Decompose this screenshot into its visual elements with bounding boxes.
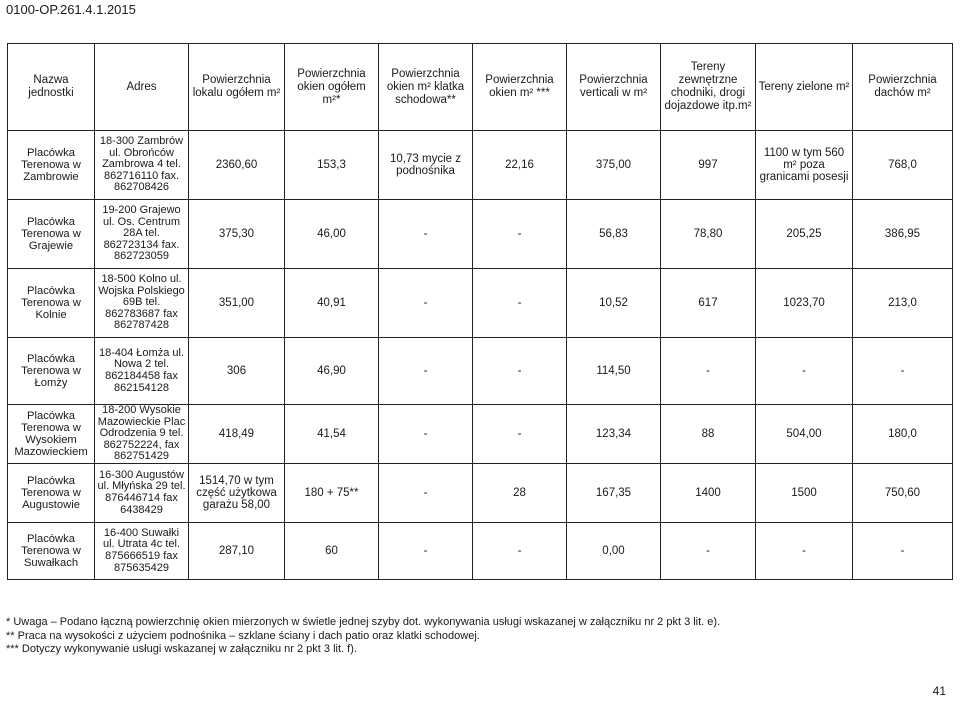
windows-total: 153,3 (285, 131, 379, 200)
windows-other: - (473, 405, 567, 464)
green-area: - (756, 523, 853, 580)
unit-address: 18-300 Zambrów ul. Obrońców Zambrowa 4 tel. 862716110 fax. 862708426 (95, 131, 189, 200)
unit-name: Placówka Terenowa w Wysokiem Mazowieckiem (8, 405, 95, 464)
outdoor-area: - (661, 338, 756, 405)
green-area: 1100 w tym 560 m² poza granicami posesji (756, 131, 853, 200)
col-header-roofs: Powierzchnia dachów m² (853, 44, 953, 131)
footnote: ** Praca na wysokości z użyciem podnośnika – szklane ściany i dach patio oraz klatki schodowej. (6, 629, 480, 642)
roof-area: 386,95 (853, 200, 953, 269)
area-total: 2360,60 (189, 131, 285, 200)
col-header-windows-other: Powierzchnia okien m² *** (473, 44, 567, 131)
header-row (8, 44, 953, 131)
outdoor-area: 88 (661, 405, 756, 464)
windows-staircase: - (379, 269, 473, 338)
unit-address: 18-404 Łomża ul. Nowa 2 tel. 862184458 fax 862154128 (95, 338, 189, 405)
windows-total: 46,90 (285, 338, 379, 405)
windows-total: 41,54 (285, 405, 379, 464)
windows-other: 22,16 (473, 131, 567, 200)
green-area: 1023,70 (756, 269, 853, 338)
footnotes (6, 616, 720, 657)
area-total: 306 (189, 338, 285, 405)
windows-total: 180 + 75** (285, 464, 379, 523)
unit-name: Placówka Terenowa w Zambrowie (8, 131, 95, 200)
outdoor-area: 78,80 (661, 200, 756, 269)
page-number: 41 (932, 684, 946, 698)
col-header-address: Adres (95, 44, 189, 131)
table-row (8, 405, 953, 464)
unit-name: Placówka Terenowa w Suwałkach (8, 523, 95, 580)
footnote: *** Dotyczy wykonywanie usługi wskazanej w załączniku nr 2 pkt 3 lit. f). (6, 643, 357, 656)
col-header-area-total: Powierzchnia lokalu ogółem m² (189, 44, 285, 131)
unit-name: Placówka Terenowa w Augustowie (8, 464, 95, 523)
col-header-outdoor: Tereny zewnętrzne chodniki, drogi dojazdowe itp.m² (661, 44, 756, 131)
area-total: 1514,70 w tym część użytkowa garażu 58,00 (189, 464, 285, 523)
windows-staircase: - (379, 338, 473, 405)
roof-area: 180,0 (853, 405, 953, 464)
outdoor-area: 997 (661, 131, 756, 200)
windows-staircase: 10,73 mycie z podnośnika (379, 131, 473, 200)
roof-area: - (853, 338, 953, 405)
col-header-green: Tereny zielone m² (756, 44, 853, 131)
area-total: 418,49 (189, 405, 285, 464)
unit-name: Placówka Terenowa w Łomży (8, 338, 95, 405)
roof-area: - (853, 523, 953, 580)
col-header-verticals: Powierzchnia verticali w m² (567, 44, 661, 131)
outdoor-area: - (661, 523, 756, 580)
table-row (8, 269, 953, 338)
roof-area: 213,0 (853, 269, 953, 338)
windows-other: - (473, 200, 567, 269)
area-total: 375,30 (189, 200, 285, 269)
col-header-windows-total: Powierzchnia okien ogółem m²* (285, 44, 379, 131)
facilities-table (7, 43, 953, 580)
windows-other: - (473, 269, 567, 338)
windows-staircase: - (379, 200, 473, 269)
document-code: 0100-OP.261.4.1.2015 (6, 2, 136, 17)
verticals: 375,00 (567, 131, 661, 200)
windows-staircase: - (379, 523, 473, 580)
table-row (8, 523, 953, 580)
green-area: 205,25 (756, 200, 853, 269)
windows-other: - (473, 338, 567, 405)
verticals: 123,34 (567, 405, 661, 464)
table-row (8, 200, 953, 269)
table-row (8, 131, 953, 200)
roof-area: 768,0 (853, 131, 953, 200)
unit-address: 18-500 Kolno ul. Wojska Polskiego 69B tel. 862783687 fax 862787428 (95, 269, 189, 338)
green-area: - (756, 338, 853, 405)
windows-total: 46,00 (285, 200, 379, 269)
col-header-windows-staircase: Powierzchnia okien m² klatka schodowa** (379, 44, 473, 131)
table-row (8, 338, 953, 405)
windows-total: 40,91 (285, 269, 379, 338)
unit-address: 16-400 Suwałki ul. Utrata 4c tel. 875666519 fax 875635429 (95, 523, 189, 580)
verticals: 114,50 (567, 338, 661, 405)
unit-name: Placówka Terenowa w Kolnie (8, 269, 95, 338)
unit-name: Placówka Terenowa w Grajewie (8, 200, 95, 269)
unit-address: 16-300 Augustów ul. Młyńska 29 tel. 876446714 fax 6438429 (95, 464, 189, 523)
verticals: 0,00 (567, 523, 661, 580)
windows-other: - (473, 523, 567, 580)
windows-staircase: - (379, 405, 473, 464)
windows-total: 60 (285, 523, 379, 580)
outdoor-area: 1400 (661, 464, 756, 523)
unit-address: 19-200 Grajewo ul. Os. Centrum 28A tel. 862723134 fax. 862723059 (95, 200, 189, 269)
area-total: 287,10 (189, 523, 285, 580)
verticals: 167,35 (567, 464, 661, 523)
green-area: 1500 (756, 464, 853, 523)
roof-area: 750,60 (853, 464, 953, 523)
footnote: * Uwaga – Podano łączną powierzchnię okien mierzonych w świetle jednej szyby dot. wykonywania usługi wskazanej w załączniku nr 2 pkt 3 lit. e). (6, 616, 721, 628)
windows-other: 28 (473, 464, 567, 523)
unit-address: 18-200 Wysokie Mazowieckie Plac Odrodzenia 9 tel. 862752224, fax 862751429 (95, 405, 189, 464)
area-total: 351,00 (189, 269, 285, 338)
windows-staircase: - (379, 464, 473, 523)
table-row (8, 464, 953, 523)
verticals: 10,52 (567, 269, 661, 338)
verticals: 56,83 (567, 200, 661, 269)
outdoor-area: 617 (661, 269, 756, 338)
col-header-name: Nazwa jednostki (8, 44, 95, 131)
green-area: 504,00 (756, 405, 853, 464)
